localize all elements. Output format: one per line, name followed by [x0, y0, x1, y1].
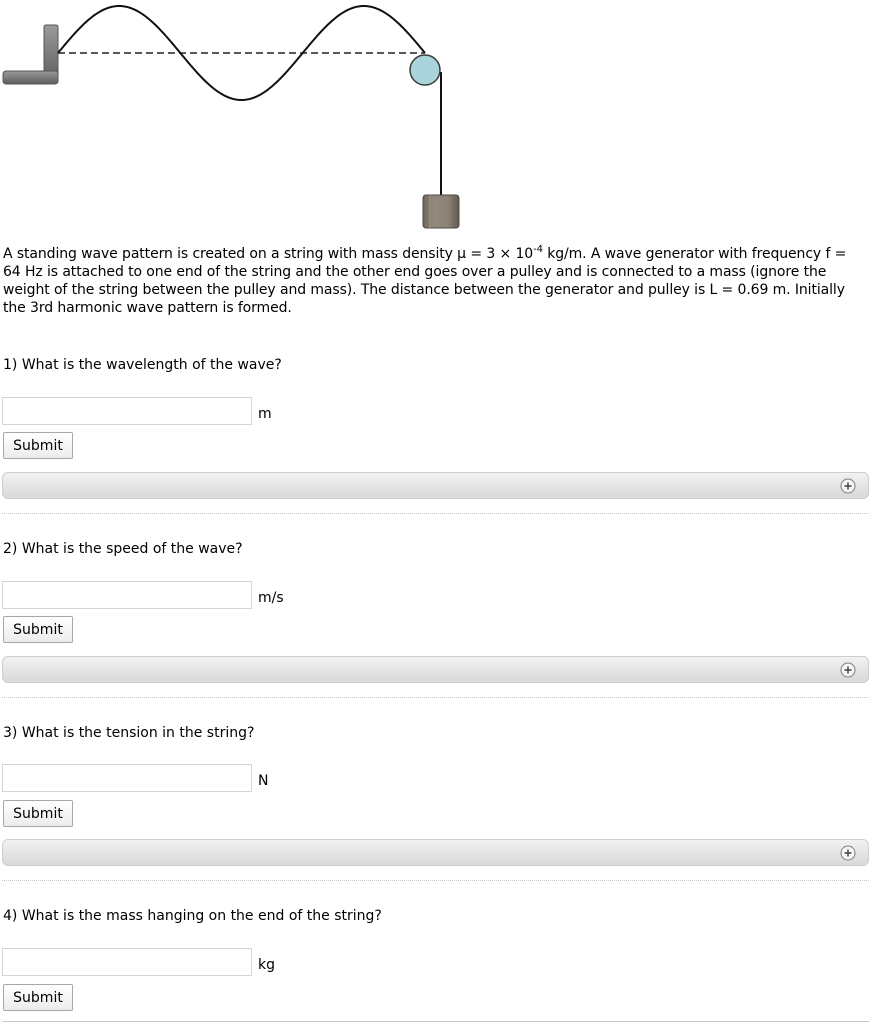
question-3-submit-button[interactable]: Submit [3, 800, 73, 827]
question-4-submit-button[interactable]: Submit [3, 984, 73, 1011]
section-divider [2, 1021, 869, 1022]
question-3-unit: N [258, 773, 269, 789]
wave-generator [3, 25, 58, 84]
question-1-submit-button[interactable]: Submit [3, 432, 73, 459]
question-2-unit: m/s [258, 590, 284, 606]
question-1-prompt: 1) What is the wavelength of the wave? [3, 357, 282, 373]
question-2-prompt: 2) What is the speed of the wave? [3, 541, 243, 557]
problem-statement [3, 245, 863, 317]
plus-circle-icon[interactable] [840, 478, 856, 494]
question-2-submit-button[interactable]: Submit [3, 616, 73, 643]
problem-text-start: A standing wave pattern is created on a string with mass density μ = 3 × 10 [3, 246, 534, 262]
plus-circle-icon[interactable] [840, 662, 856, 678]
question-4-prompt: 4) What is the mass hanging on the end of the string? [3, 908, 382, 924]
section-divider [2, 697, 869, 698]
problem-text-end: kg/m. A wave generator with frequency f = 64 Hz is attached to one end of the string and the other end goes over a pulley and is connected to a mass (ignore the weight of the string between the pulley and mass). The distance between the generator and pulley is L = 0.69 m. Initially the 3rd harmonic wave pattern is formed. [3, 246, 847, 316]
question-3-answer-input[interactable] [2, 764, 252, 792]
question-3-prompt: 3) What is the tension in the string? [3, 725, 255, 741]
question-1-answer-input[interactable] [2, 397, 252, 425]
mass-density-exponent: -4 [533, 244, 543, 255]
hanging-mass [423, 195, 459, 228]
question-1-help-bar[interactable] [2, 472, 869, 499]
question-4-unit: kg [258, 957, 275, 973]
question-1-unit: m [258, 406, 272, 422]
question-4-answer-input[interactable] [2, 948, 252, 976]
standing-wave-diagram [0, 0, 881, 240]
question-3-help-bar[interactable] [2, 839, 869, 866]
section-divider [2, 880, 869, 881]
pulley [410, 55, 440, 85]
question-2-help-bar[interactable] [2, 656, 869, 683]
plus-circle-icon[interactable] [840, 845, 856, 861]
question-2-answer-input[interactable] [2, 581, 252, 609]
section-divider [2, 513, 869, 514]
